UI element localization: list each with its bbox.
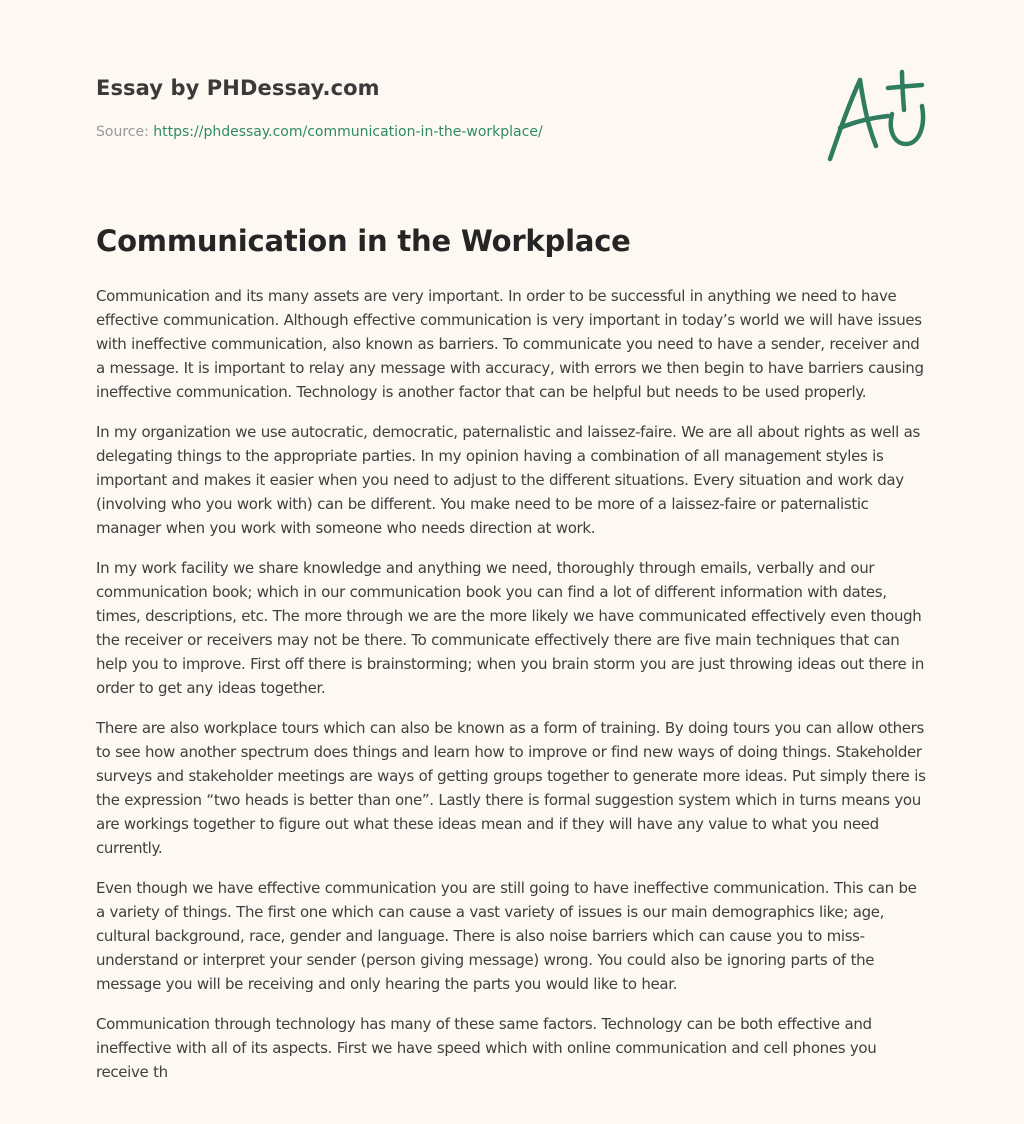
source-line: [96, 124, 543, 140]
a-plus-logo-icon: [818, 66, 930, 166]
essay-paragraph: In my organization we use autocratic, democratic, paternalistic and laissez-faire. We are all about rights as well as delegating things to the appropriate parties. In my opinion having a combination of all management styles is important and makes it easier when you need to adjust to the different situations. Every situation and work day (involving who you work with) can be different. You make need to be more of a laissez-faire or paternalistic manager when you work with someone who needs direction at work.: [96, 423, 920, 537]
essay-paragraph: Communication through technology has many of these same factors. Technology can be both effective and ineffective with all of its aspects. First we have speed which with online communication and cell phones you receive th: [96, 1015, 877, 1081]
essay-paragraph: Even though we have effective communication you are still going to have ineffective communication. This can be a variety of things. The first one which can cause a vast variety of issues is our main demographics like; age, cultural background, race, gender and language. There is also noise barriers which can cause you to miss-understand or interpret your sender (person giving message) wrong. You could also be ignoring parts of the message you will be receiving and only hearing the parts you would like to hear.: [96, 879, 917, 993]
source-link[interactable]: https://phdessay.com/communication-in-the-workplace/: [153, 124, 543, 140]
essay-body: [96, 284, 928, 1100]
page-title: Communication in the Workplace: [96, 224, 631, 258]
source-label: Source:: [96, 124, 149, 140]
essay-paragraph: In my work facility we share knowledge and anything we need, thoroughly through emails, verbally and our communication book; which in our communication book you can find a lot of different information with dates, times, descriptions, etc. The more through we are the more likely we have communicated effectively even though the receiver or receivers may not be there. To communicate effectively there are five main techniques that can help you to improve. First off there is brainstorming; when you brain storm you are just throwing ideas out there in order to get any ideas together.: [96, 559, 925, 697]
essay-paragraph: There are also workplace tours which can also be known as a form of training. By doing tours you can allow others to see how another spectrum does things and learn how to improve or find new ways of doing things. Stakeholder surveys and stakeholder meetings are ways of getting groups together to generate more ideas. Put simply there is the expression “two heads is better than one”. Lastly there is formal suggestion system which in turns means you are workings together to figure out what these ideas mean and if they will have any value to what you need currently.: [96, 719, 926, 857]
essay-paragraph: Communication and its many assets are very important. In order to be successful in anything we need to have effective communication. Although effective communication is very important in today’s world we will have issues with ineffective communication, also known as barriers. To communicate you need to have a sender, receiver and a message. It is important to relay any message with accuracy, with errors we then begin to have barriers causing ineffective communication. Technology is another factor that can be helpful but needs to be used properly.: [96, 287, 924, 401]
site-brand: Essay by PHDessay.com: [96, 76, 380, 100]
